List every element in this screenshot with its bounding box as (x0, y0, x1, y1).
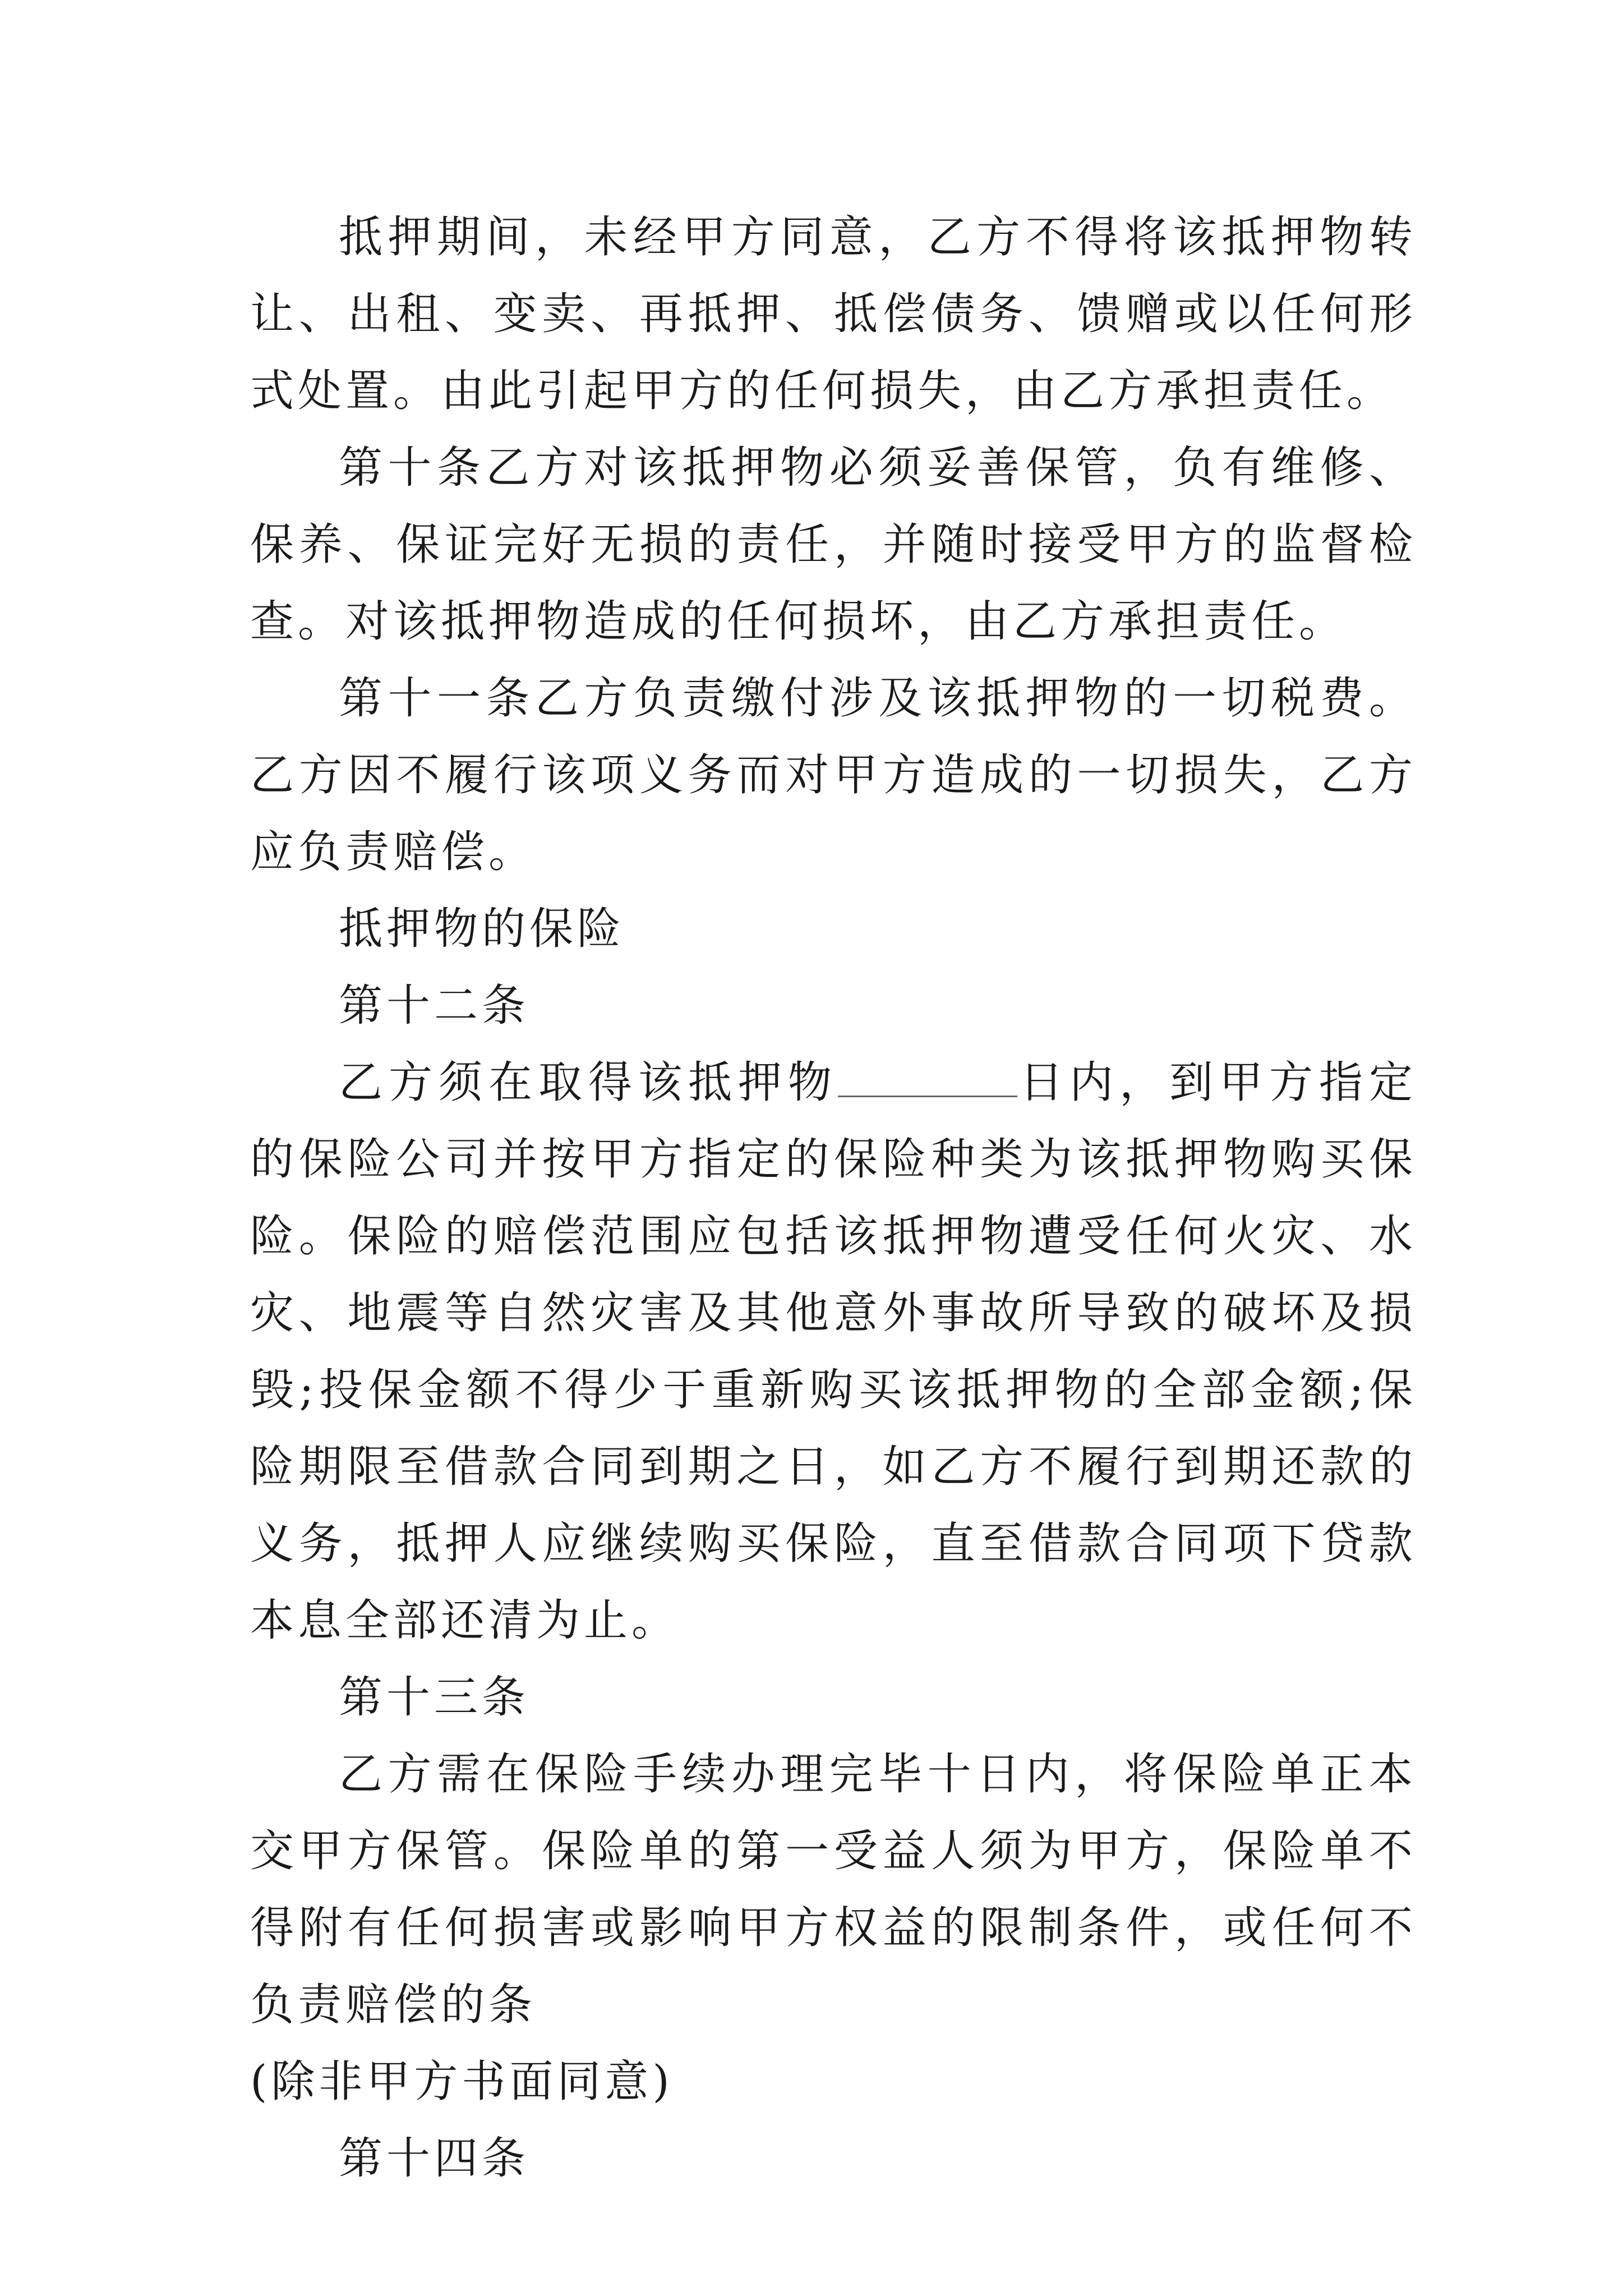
article-12-text-rest: 日内，到甲方指定的保险公司并按甲方指定的保险种类为该抵押物购买保险。保险的赔偿范围应包括该抵押物遭受任何火灾、水灾、地震等自然灾害及其他意外事故所导致的破坏及损毁;投保金额不得少于重新购买该抵押物的全部金额;保险期限至借款合同到期之日，如乙方不履行到期还款的义务，抵押人应继续购买保险，直至借款合同项下贷款本息全部还清为止。 (250, 1057, 1417, 1646)
paragraph-article-13-note: (除非甲方书面同意) (250, 2056, 674, 2107)
article-14-heading: 第十四条 (339, 2133, 530, 2184)
article-12-text-start: 乙方须在取得该抵押物 (339, 1057, 838, 1108)
article-12-heading: 第十二条 (339, 981, 530, 1031)
paragraph-article-12 (250, 1045, 1417, 1659)
fill-in-blank-days (838, 1056, 1017, 1097)
paragraph-article-10: 第十条乙方对该抵押物必须妥善保管，负有维修、保养、保证完好无损的责任，并随时接受甲方的监督检查。对该抵押物造成的任何损坏，由乙方承担责任。 (250, 443, 1417, 647)
paragraph-mortgage-period: 抵押期间，未经甲方同意，乙方不得将该抵押物转让、出租、变卖、再抵押、抵偿债务、馈赠或以任何形式处置。由此引起甲方的任何损失，由乙方承担责任。 (250, 212, 1417, 416)
paragraph-article-11: 第十一条乙方负责缴付涉及该抵押物的一切税费。乙方因不履行该项义务而对甲方造成的一切损失，乙方应负责赔偿。 (250, 673, 1417, 877)
document-page (250, 199, 1417, 2197)
article-13-heading: 第十三条 (339, 1672, 530, 1723)
section-heading-insurance: 抵押物的保险 (339, 904, 625, 954)
paragraph-article-13: 乙方需在保险手续办理完毕十日内，将保险单正本交甲方保管。保险单的第一受益人须为甲方，保险单不得附有任何损害或影响甲方权益的限制条件，或任何不负责赔偿的条 (250, 1749, 1417, 2030)
